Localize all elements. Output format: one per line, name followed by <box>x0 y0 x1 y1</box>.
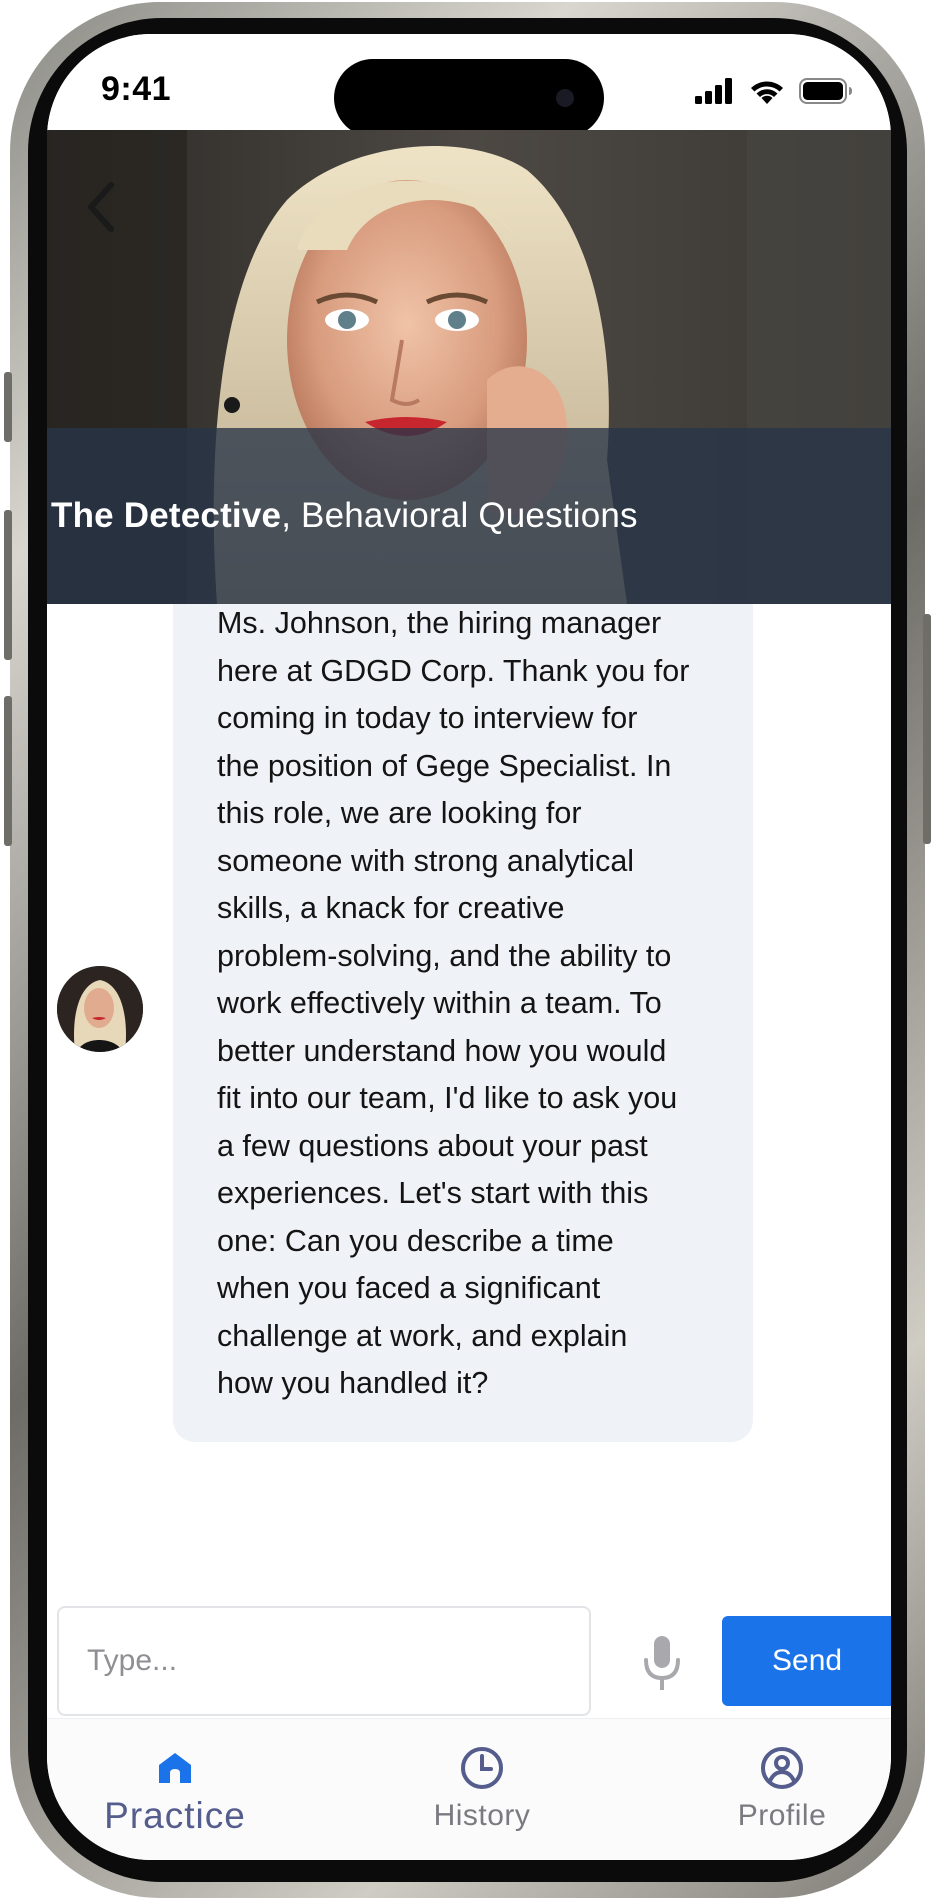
chat-thread[interactable] <box>47 604 891 1574</box>
tab-history-label: History <box>433 1799 531 1832</box>
session-type: , Behavioral Questions <box>281 496 638 535</box>
microphone-button[interactable] <box>637 1634 687 1694</box>
message-composer <box>47 1574 891 1704</box>
battery-icon <box>799 78 853 104</box>
tab-profile-label: Profile <box>737 1799 827 1832</box>
interviewer-name: The Detective <box>51 496 282 535</box>
session-caption <box>47 428 891 604</box>
screen <box>47 34 891 1860</box>
clock-icon <box>460 1746 504 1790</box>
bottom-tab-bar <box>47 1718 891 1860</box>
message-text: Ms. Johnson, the hiring manager here at GDGD Corp. Thank you for coming in today to interview for the position of Gege Specialist. In this role, we are looking for someone with strong analytical skills, a knack for creative problem-solving, and the ability to work effectively within a team. To better understand how you would fit into our team, I'd like to ask you a few questions about your past experiences. Let's start with this one: Can you describe a time when you faced a significant challenge at work, and explain how you handled it? <box>217 606 690 1400</box>
status-time: 9:41 <box>101 70 172 108</box>
user-circle-icon <box>760 1746 804 1790</box>
send-button[interactable]: Send <box>722 1616 891 1706</box>
action-button <box>4 372 12 442</box>
status-icons <box>695 76 853 106</box>
chevron-left-icon <box>85 181 115 233</box>
volume-down-button <box>4 696 12 846</box>
tab-practice-label: Practice <box>104 1795 246 1836</box>
microphone-icon <box>642 1634 682 1692</box>
tab-history[interactable] <box>417 1719 547 1860</box>
message-bubble <box>173 604 753 1442</box>
status-bar <box>47 34 891 130</box>
back-button[interactable] <box>77 174 123 240</box>
volume-up-button <box>4 510 12 660</box>
hero-banner <box>47 130 891 604</box>
wifi-icon <box>749 77 785 105</box>
home-icon <box>157 1751 193 1785</box>
tab-profile[interactable] <box>717 1719 847 1860</box>
message-input[interactable] <box>57 1606 591 1716</box>
cellular-signal-icon <box>695 78 735 104</box>
power-button <box>923 614 931 844</box>
interviewer-avatar <box>57 966 143 1052</box>
tab-practice[interactable] <box>95 1719 255 1860</box>
dynamic-island <box>334 59 604 137</box>
